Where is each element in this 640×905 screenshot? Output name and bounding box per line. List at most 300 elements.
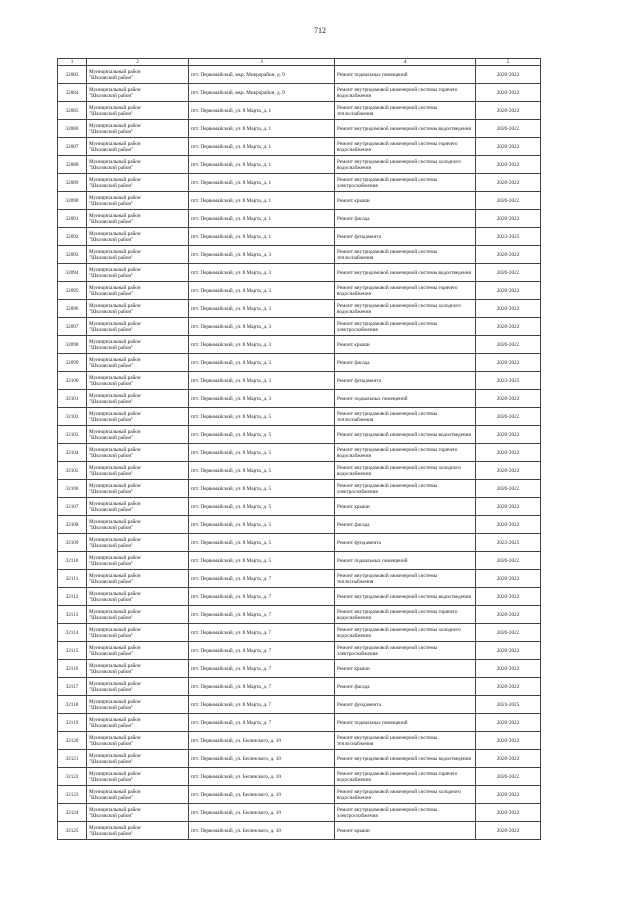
municipality-cell — [87, 336, 189, 354]
municipality-line: Муниципальный район — [89, 68, 141, 75]
municipality-line: Муниципальный район — [89, 140, 141, 147]
municipality-cell — [87, 732, 189, 750]
table-row — [58, 102, 541, 120]
municipality-line: "Шкловский район" — [89, 632, 134, 639]
municipality-cell — [87, 120, 189, 138]
municipality-line: "Шкловский район" — [89, 398, 134, 405]
address-cell: пгт. Первомайский, мкр. Микрорайон, д. 9 — [189, 66, 335, 84]
column-header: 1 — [58, 59, 87, 66]
period-cell: 2020-2022 — [476, 282, 541, 300]
municipality-line: Муниципальный район — [89, 320, 141, 327]
table-row — [58, 156, 541, 174]
period-cell: 2020-2022 — [476, 786, 541, 804]
table-row — [58, 66, 541, 84]
address-cell: пгт. Первомайский, ул. 8 Марта, д. 3 — [189, 282, 335, 300]
municipality-cell — [87, 354, 189, 372]
municipality-line: "Шкловский район" — [89, 830, 134, 837]
municipality-line: Муниципальный район — [89, 590, 141, 597]
table-row — [58, 570, 541, 588]
period-cell: 2020-2022 — [476, 336, 541, 354]
municipality-line: "Шкловский район" — [89, 272, 134, 279]
period-cell: 2020-2022 — [476, 120, 541, 138]
municipality-line: "Шкловский район" — [89, 578, 134, 585]
period-cell: 2020-2022 — [476, 156, 541, 174]
municipality-line: "Шкловский район" — [89, 344, 134, 351]
municipality-line: "Шкловский район" — [89, 758, 134, 765]
municipality-line: "Шкловский район" — [89, 254, 134, 261]
row-number-cell: 32085 — [58, 102, 87, 120]
municipality-line: "Шкловский район" — [89, 380, 134, 387]
row-number-cell: 32089 — [58, 174, 87, 192]
work-type-cell: Ремонт внутридомовой инженерной системы теплоснабжения — [335, 732, 476, 750]
period-cell: 2020-2022 — [476, 768, 541, 786]
row-number-cell: 32106 — [58, 480, 87, 498]
address-cell: пгт. Первомайский, ул. 8 Марта, д. 5 — [189, 444, 335, 462]
municipality-line: Муниципальный район — [89, 104, 141, 111]
table-row — [58, 804, 541, 822]
work-type-cell: Ремонт фундамента — [335, 372, 476, 390]
address-cell: пгт. Первомайский, ул. 8 Марта, д. 5 — [189, 426, 335, 444]
address-cell: пгт. Первомайский, ул. Белинского, д. 10 — [189, 804, 335, 822]
period-cell: 2020-2022 — [476, 498, 541, 516]
municipality-line: Муниципальный район — [89, 86, 141, 93]
period-cell: 2020-2022 — [476, 732, 541, 750]
row-number-cell: 32119 — [58, 714, 87, 732]
municipality-line: Муниципальный район — [89, 716, 141, 723]
table-row — [58, 354, 541, 372]
municipality-line: Муниципальный район — [89, 518, 141, 525]
municipality-line: Муниципальный район — [89, 734, 141, 741]
municipality-line: "Шкловский район" — [89, 470, 134, 477]
municipality-line: "Шкловский район" — [89, 434, 134, 441]
row-number-cell: 32107 — [58, 498, 87, 516]
municipality-line: "Шкловский район" — [89, 218, 134, 225]
row-number-cell: 32094 — [58, 264, 87, 282]
municipality-line: Муниципальный район — [89, 698, 141, 705]
row-number-cell: 32099 — [58, 354, 87, 372]
municipality-cell — [87, 390, 189, 408]
work-type-cell: Ремонт внутридомовой инженерной системы водоотведения — [335, 264, 476, 282]
municipality-cell — [87, 804, 189, 822]
address-cell: пгт. Первомайский, ул. 8 Марта, д. 7 — [189, 696, 335, 714]
municipality-line: "Шкловский район" — [89, 722, 134, 729]
municipality-cell — [87, 534, 189, 552]
address-cell: пгт. Первомайский, ул. 8 Марта, д. 5 — [189, 552, 335, 570]
municipality-line: Муниципальный район — [89, 428, 141, 435]
address-cell: пгт. Первомайский, ул. 8 Марта, д. 7 — [189, 624, 335, 642]
table-row — [58, 516, 541, 534]
municipality-line: "Шкловский район" — [89, 488, 134, 495]
row-number-cell: 32091 — [58, 210, 87, 228]
period-cell: 2020-2022 — [476, 570, 541, 588]
row-number-cell: 32087 — [58, 138, 87, 156]
address-cell: пгт. Первомайский, ул. 8 Марта, д. 3 — [189, 246, 335, 264]
address-cell: пгт. Первомайский, ул. 8 Марта, д. 3 — [189, 336, 335, 354]
row-number-cell: 32123 — [58, 786, 87, 804]
address-cell: пгт. Первомайский, ул. 8 Марта, д. 5 — [189, 498, 335, 516]
address-cell: пгт. Первомайский, ул. Белинского, д. 10 — [189, 750, 335, 768]
row-number-cell: 32104 — [58, 444, 87, 462]
period-cell: 2020-2022 — [476, 822, 541, 840]
municipality-line: "Шкловский район" — [89, 668, 134, 675]
table-row — [58, 498, 541, 516]
municipality-line: Муниципальный район — [89, 266, 141, 273]
address-cell: пгт. Первомайский, ул. Белинского, д. 10 — [189, 732, 335, 750]
municipality-cell — [87, 174, 189, 192]
period-cell: 2020-2022 — [476, 552, 541, 570]
municipality-cell — [87, 84, 189, 102]
municipality-cell — [87, 480, 189, 498]
table-row — [58, 480, 541, 498]
period-cell: 2020-2022 — [476, 354, 541, 372]
address-cell: пгт. Первомайский, ул. 8 Марта, д. 3 — [189, 318, 335, 336]
municipality-cell — [87, 300, 189, 318]
table-row — [58, 750, 541, 768]
table-row — [58, 228, 541, 246]
row-number-cell: 32095 — [58, 282, 87, 300]
works-table — [57, 58, 541, 840]
table-row — [58, 822, 541, 840]
municipality-line: Муниципальный район — [89, 572, 141, 579]
municipality-line: "Шкловский район" — [89, 146, 134, 153]
table-row — [58, 786, 541, 804]
table-row — [58, 462, 541, 480]
table-row — [58, 264, 541, 282]
work-type-cell: Ремонт крыши — [335, 192, 476, 210]
municipality-line: "Шкловский район" — [89, 686, 134, 693]
header-row — [58, 59, 541, 66]
address-cell: пгт. Первомайский, ул. 8 Марта, д. 1 — [189, 210, 335, 228]
municipality-line: Муниципальный район — [89, 446, 141, 453]
row-number-cell: 32108 — [58, 516, 87, 534]
municipality-line: "Шкловский район" — [89, 164, 134, 171]
municipality-cell — [87, 516, 189, 534]
work-type-cell: Ремонт внутридомовой инженерной системы теплоснабжения — [335, 246, 476, 264]
work-type-cell: Ремонт внутридомовой инженерной системы электроснабжения — [335, 480, 476, 498]
period-cell: 2020-2022 — [476, 84, 541, 102]
period-cell: 2020-2022 — [476, 66, 541, 84]
period-cell: 2020-2022 — [476, 426, 541, 444]
municipality-line: "Шкловский район" — [89, 326, 134, 333]
municipality-cell — [87, 498, 189, 516]
row-number-cell: 32101 — [58, 390, 87, 408]
address-cell: пгт. Первомайский, ул. 8 Марта, д. 7 — [189, 660, 335, 678]
municipality-cell — [87, 102, 189, 120]
row-number-cell: 32124 — [58, 804, 87, 822]
work-type-cell: Ремонт фасада — [335, 354, 476, 372]
row-number-cell: 32086 — [58, 120, 87, 138]
row-number-cell: 32113 — [58, 606, 87, 624]
address-cell: пгт. Первомайский, ул. 8 Марта, д. 1 — [189, 156, 335, 174]
address-cell: пгт. Первомайский, ул. 8 Марта, д. 3 — [189, 390, 335, 408]
row-number-cell: 32117 — [58, 678, 87, 696]
table-body — [58, 66, 541, 840]
table-row — [58, 210, 541, 228]
period-cell: 2020-2022 — [476, 804, 541, 822]
table-row — [58, 588, 541, 606]
work-type-cell: Ремонт внутридомовой инженерной системы горячего водоснабжения — [335, 138, 476, 156]
municipality-cell — [87, 282, 189, 300]
address-cell: пгт. Первомайский, ул. 8 Марта, д. 7 — [189, 714, 335, 732]
period-cell: 2020-2022 — [476, 174, 541, 192]
municipality-line: "Шкловский район" — [89, 200, 134, 207]
period-cell: 2020-2022 — [476, 606, 541, 624]
municipality-cell — [87, 408, 189, 426]
municipality-line: Муниципальный район — [89, 752, 141, 759]
period-cell: 2020-2022 — [476, 714, 541, 732]
work-type-cell: Ремонт подвальных помещений — [335, 552, 476, 570]
municipality-line: Муниципальный район — [89, 410, 141, 417]
municipality-cell — [87, 246, 189, 264]
municipality-cell — [87, 192, 189, 210]
municipality-cell — [87, 750, 189, 768]
row-number-cell: 32083 — [58, 66, 87, 84]
municipality-line: "Шкловский район" — [89, 794, 134, 801]
municipality-line: "Шкловский район" — [89, 362, 134, 369]
period-cell: 2020-2022 — [476, 480, 541, 498]
table-row — [58, 678, 541, 696]
work-type-cell: Ремонт крыши — [335, 498, 476, 516]
municipality-cell — [87, 588, 189, 606]
table-row — [58, 408, 541, 426]
address-cell: пгт. Первомайский, ул. 8 Марта, д. 1 — [189, 138, 335, 156]
period-cell: 2020-2022 — [476, 210, 541, 228]
table-row — [58, 84, 541, 102]
work-type-cell: Ремонт внутридомовой инженерной системы водоотведения — [335, 750, 476, 768]
municipality-line: Муниципальный район — [89, 212, 141, 219]
period-cell: 2020-2022 — [476, 408, 541, 426]
work-type-cell: Ремонт фундамента — [335, 696, 476, 714]
period-cell: 2020-2022 — [476, 660, 541, 678]
municipality-line: Муниципальный район — [89, 770, 141, 777]
work-type-cell: Ремонт внутридомовой инженерной системы горячего водоснабжения — [335, 606, 476, 624]
municipality-line: "Шкловский район" — [89, 236, 134, 243]
work-type-cell: Ремонт фундамента — [335, 534, 476, 552]
row-number-cell: 32098 — [58, 336, 87, 354]
municipality-cell — [87, 714, 189, 732]
municipality-line: "Шкловский район" — [89, 596, 134, 603]
period-cell: 2020-2022 — [476, 390, 541, 408]
table-row — [58, 246, 541, 264]
work-type-cell: Ремонт крыши — [335, 660, 476, 678]
period-cell: 2020-2022 — [476, 444, 541, 462]
address-cell: пгт. Первомайский, ул. 8 Марта, д. 1 — [189, 228, 335, 246]
period-cell: 2020-2022 — [476, 588, 541, 606]
table-row — [58, 624, 541, 642]
municipality-cell — [87, 642, 189, 660]
row-number-cell: 32109 — [58, 534, 87, 552]
municipality-line: Муниципальный район — [89, 356, 141, 363]
row-number-cell: 32088 — [58, 156, 87, 174]
municipality-line: "Шкловский район" — [89, 110, 134, 117]
period-cell: 2023-2025 — [476, 228, 541, 246]
municipality-cell — [87, 624, 189, 642]
row-number-cell: 32092 — [58, 228, 87, 246]
work-type-cell: Ремонт внутридомовой инженерной системы водоотведения — [335, 426, 476, 444]
table-row — [58, 660, 541, 678]
address-cell: пгт. Первомайский, ул. 8 Марта, д. 5 — [189, 462, 335, 480]
period-cell: 2023-2025 — [476, 534, 541, 552]
municipality-cell — [87, 228, 189, 246]
address-cell: пгт. Первомайский, ул. Белинского, д. 10 — [189, 786, 335, 804]
row-number-cell: 32125 — [58, 822, 87, 840]
work-type-cell: Ремонт внутридомовой инженерной системы холодного водоснабжения — [335, 156, 476, 174]
municipality-cell — [87, 138, 189, 156]
address-cell: пгт. Первомайский, ул. 8 Марта, д. 5 — [189, 516, 335, 534]
row-number-cell: 32111 — [58, 570, 87, 588]
period-cell: 2020-2022 — [476, 318, 541, 336]
table-row — [58, 642, 541, 660]
period-cell: 2020-2022 — [476, 192, 541, 210]
period-cell: 2020-2022 — [476, 678, 541, 696]
municipality-line: Муниципальный район — [89, 284, 141, 291]
municipality-line: Муниципальный район — [89, 230, 141, 237]
municipality-line: "Шкловский район" — [89, 182, 134, 189]
municipality-line: Муниципальный район — [89, 662, 141, 669]
municipality-cell — [87, 570, 189, 588]
work-type-cell: Ремонт крыши — [335, 822, 476, 840]
period-cell: 2020-2022 — [476, 624, 541, 642]
municipality-line: Муниципальный район — [89, 176, 141, 183]
address-cell: пгт. Первомайский, ул. Белинского, д. 10 — [189, 822, 335, 840]
municipality-cell — [87, 210, 189, 228]
municipality-line: "Шкловский район" — [89, 74, 134, 81]
work-type-cell: Ремонт внутридомовой инженерной системы электроснабжения — [335, 804, 476, 822]
municipality-line: Муниципальный район — [89, 536, 141, 543]
column-header: 4 — [335, 59, 476, 66]
row-number-cell: 32105 — [58, 462, 87, 480]
row-number-cell: 32118 — [58, 696, 87, 714]
address-cell: пгт. Первомайский, ул. 8 Марта, д. 7 — [189, 588, 335, 606]
table-row — [58, 318, 541, 336]
table-row — [58, 552, 541, 570]
address-cell: пгт. Первомайский, ул. 8 Марта, д. 3 — [189, 372, 335, 390]
work-type-cell: Ремонт внутридомовой инженерной системы холодного водоснабжения — [335, 462, 476, 480]
row-number-cell: 32096 — [58, 300, 87, 318]
municipality-line: Муниципальный район — [89, 644, 141, 651]
work-type-cell: Ремонт внутридомовой инженерной системы водоотведения — [335, 588, 476, 606]
address-cell: пгт. Первомайский, ул. 8 Марта, д. 3 — [189, 354, 335, 372]
municipality-cell — [87, 552, 189, 570]
work-type-cell: Ремонт внутридомовой инженерной системы горячего водоснабжения — [335, 282, 476, 300]
row-number-cell: 32090 — [58, 192, 87, 210]
municipality-line: "Шкловский район" — [89, 776, 134, 783]
row-number-cell: 32114 — [58, 624, 87, 642]
municipality-line: Муниципальный район — [89, 626, 141, 633]
address-cell: пгт. Первомайский, мкр. Микрорайон, д. 9 — [189, 84, 335, 102]
table-row — [58, 426, 541, 444]
period-cell: 2020-2022 — [476, 246, 541, 264]
period-cell: 2020-2022 — [476, 264, 541, 282]
municipality-line: Муниципальный район — [89, 680, 141, 687]
address-cell: пгт. Первомайский, ул. 8 Марта, д. 7 — [189, 606, 335, 624]
column-header: 5 — [476, 59, 541, 66]
work-type-cell: Ремонт внутридомовой инженерной системы электроснабжения — [335, 318, 476, 336]
municipality-cell — [87, 66, 189, 84]
table-row — [58, 282, 541, 300]
municipality-line: Муниципальный район — [89, 608, 141, 615]
municipality-cell — [87, 822, 189, 840]
municipality-cell — [87, 444, 189, 462]
work-type-cell: Ремонт фасада — [335, 678, 476, 696]
municipality-line: "Шкловский район" — [89, 614, 134, 621]
address-cell: пгт. Первомайский, ул. 8 Марта, д. 1 — [189, 120, 335, 138]
column-header: 2 — [87, 59, 189, 66]
municipality-line: "Шкловский район" — [89, 650, 134, 657]
work-type-cell: Ремонт подвальных помещений — [335, 390, 476, 408]
period-cell: 2020-2022 — [476, 750, 541, 768]
municipality-cell — [87, 156, 189, 174]
municipality-cell — [87, 462, 189, 480]
period-cell: 2020-2022 — [476, 138, 541, 156]
municipality-cell — [87, 678, 189, 696]
municipality-cell — [87, 786, 189, 804]
row-number-cell: 32103 — [58, 426, 87, 444]
row-number-cell: 32121 — [58, 750, 87, 768]
row-number-cell: 32100 — [58, 372, 87, 390]
address-cell: пгт. Первомайский, ул. 8 Марта, д. 5 — [189, 480, 335, 498]
page-number: 712 — [314, 26, 326, 35]
address-cell: пгт. Первомайский, ул. Белинского, д. 10 — [189, 768, 335, 786]
municipality-line: "Шкловский район" — [89, 740, 134, 747]
table-row — [58, 390, 541, 408]
work-type-cell: Ремонт внутридомовой инженерной системы электроснабжения — [335, 642, 476, 660]
work-type-cell: Ремонт фасада — [335, 516, 476, 534]
municipality-line: Муниципальный район — [89, 806, 141, 813]
row-number-cell: 32112 — [58, 588, 87, 606]
municipality-line: Муниципальный район — [89, 194, 141, 201]
work-type-cell: Ремонт внутридомовой инженерной системы холодного водоснабжения — [335, 786, 476, 804]
period-cell: 2020-2022 — [476, 102, 541, 120]
work-type-cell: Ремонт подвальных помещений — [335, 66, 476, 84]
municipality-cell — [87, 372, 189, 390]
address-cell: пгт. Первомайский, ул. 8 Марта, д. 5 — [189, 408, 335, 426]
work-type-cell: Ремонт внутридомовой инженерной системы горячего водоснабжения — [335, 768, 476, 786]
municipality-line: Муниципальный район — [89, 302, 141, 309]
work-type-cell: Ремонт фундамента — [335, 228, 476, 246]
municipality-line: Муниципальный район — [89, 788, 141, 795]
table-row — [58, 606, 541, 624]
municipality-line: "Шкловский район" — [89, 128, 134, 135]
work-type-cell: Ремонт внутридомовой инженерной системы горячего водоснабжения — [335, 444, 476, 462]
address-cell: пгт. Первомайский, ул. 8 Марта, д. 3 — [189, 264, 335, 282]
address-cell: пгт. Первомайский, ул. 8 Марта, д. 5 — [189, 534, 335, 552]
row-number-cell: 32122 — [58, 768, 87, 786]
municipality-line: Муниципальный район — [89, 554, 141, 561]
municipality-line: "Шкловский район" — [89, 416, 134, 423]
municipality-cell — [87, 318, 189, 336]
municipality-line: Муниципальный район — [89, 392, 141, 399]
municipality-line: "Шкловский район" — [89, 812, 134, 819]
municipality-cell — [87, 768, 189, 786]
table-row — [58, 300, 541, 318]
table-row — [58, 336, 541, 354]
municipality-line: Муниципальный район — [89, 122, 141, 129]
work-type-cell: Ремонт внутридомовой инженерной системы теплоснабжения — [335, 408, 476, 426]
municipality-cell — [87, 606, 189, 624]
row-number-cell: 32102 — [58, 408, 87, 426]
column-header: 3 — [189, 59, 335, 66]
table-row — [58, 732, 541, 750]
municipality-line: "Шкловский район" — [89, 704, 134, 711]
period-cell: 2020-2022 — [476, 516, 541, 534]
address-cell: пгт. Первомайский, ул. 8 Марта, д. 7 — [189, 678, 335, 696]
municipality-line: Муниципальный район — [89, 338, 141, 345]
table-row — [58, 696, 541, 714]
address-cell: пгт. Первомайский, ул. 8 Марта, д. 1 — [189, 174, 335, 192]
municipality-cell — [87, 660, 189, 678]
row-number-cell: 32115 — [58, 642, 87, 660]
